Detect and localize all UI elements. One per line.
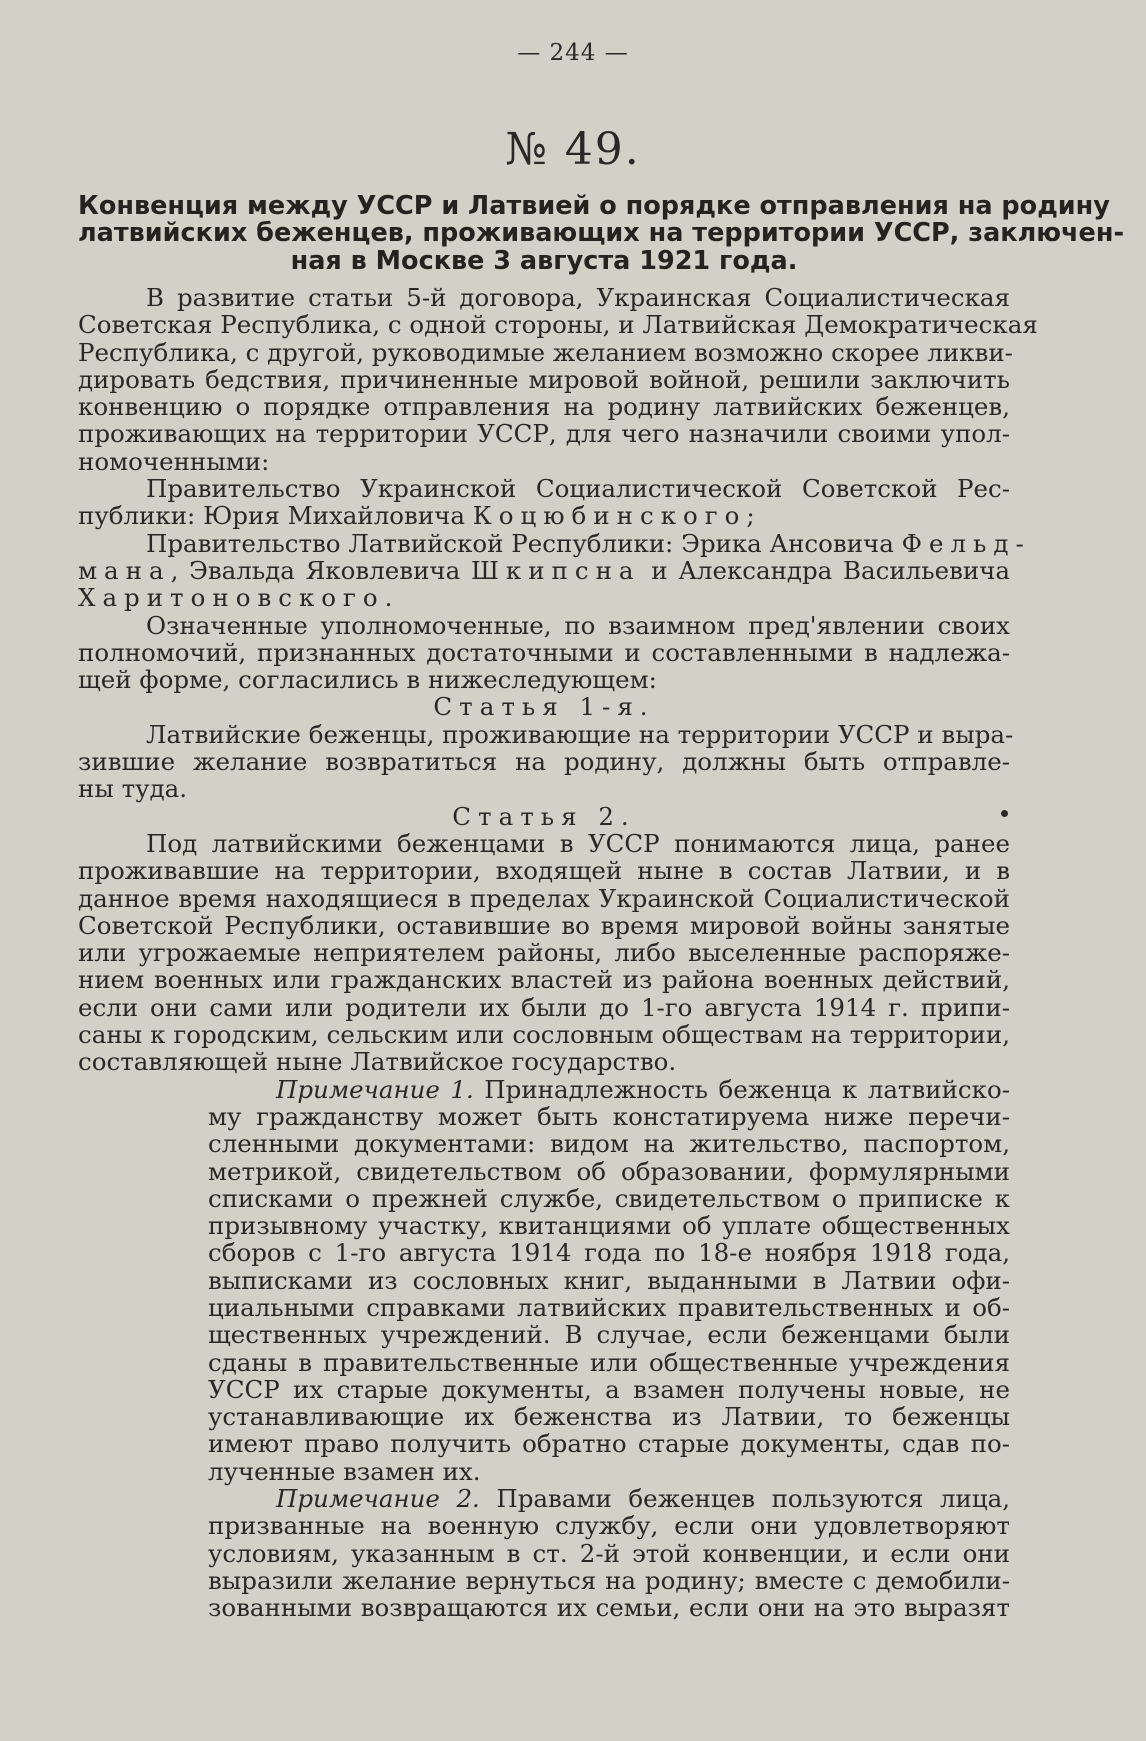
note-2-line: призванные на военную службу, если они удовлетворяют: [208, 1511, 1010, 1541]
article-1-line: ны туда.: [78, 774, 188, 804]
lat-plenipotentiary-line: [78, 557, 1010, 584]
note-1-line: метрикой, свидетельством об образовании, формулярными: [208, 1156, 1010, 1186]
preamble-line: конвенцию о порядке отправления на родину латвийских беженцев,: [78, 392, 1010, 422]
preamble-line: проживающих на территории УССР, для чего назначили своими упол-: [78, 419, 1010, 449]
title-line: Конвенция между УССР и Латвией о порядке отправления на родину: [78, 191, 1110, 221]
article-2-line: данное время находящиеся в пределах Украинской Социалистической: [78, 883, 1010, 913]
article-2-line: Советской Республики, оставившие во время мировой войны занятые: [78, 910, 1010, 940]
note-1-line: устанавливающие их беженства из Латвии, то беженцы: [208, 1402, 1010, 1432]
person-name: Шкипсна: [470, 555, 641, 585]
lat-plenipotentiary-line: [78, 528, 1031, 558]
note-1-line: имеют право получить обратно старые документы, сдав по-: [208, 1429, 1010, 1459]
title-line: ная в Москве 3 августа 1921 года.: [290, 245, 798, 276]
text-fragment: .: [384, 583, 393, 613]
article-2-line: нием военных или гражданских властей из района военных действий,: [78, 965, 1010, 995]
article-1-heading: Статья 1-я.: [433, 692, 655, 722]
note-1-line: сленными документами: видом на жительство, паспортом,: [208, 1129, 1010, 1159]
preamble-line: дировать бедствия, причиненные мировой войной, решили заключить: [78, 364, 1010, 394]
note-1-line: сданы в правительственные или общественные учреждения: [208, 1347, 1010, 1377]
ink-dot: [1001, 810, 1008, 817]
page-number: — 244 —: [517, 40, 629, 66]
note-1-line: [78, 1076, 1010, 1103]
lat-plenipotentiary-line: [78, 584, 1010, 611]
person-name: Фельд-: [901, 528, 1031, 558]
note-1-line: выписками из сословных книг, выданными в Латвии офи-: [208, 1265, 1010, 1295]
article-2-heading: Статья 2.: [452, 801, 636, 831]
preamble-line: Советская Республика, с одной стороны, и Латвийская Демократическая: [78, 310, 1038, 340]
note-1-line: щественных учреждений. В случае, если беженцами были: [208, 1320, 1010, 1350]
preamble-line: В развитие статьи 5-й договора, Украинская Социалистическая: [146, 283, 1010, 312]
article-2-line: саны к городским, сельским или сословным обществам на территории,: [78, 1020, 1010, 1050]
person-name: мана: [78, 555, 171, 585]
note-1-line: му гражданству может быть констатируема ниже перечи-: [208, 1101, 1010, 1131]
note-1-line: призывному участку, квитанциями об уплате общественных: [208, 1211, 1010, 1241]
document-body: [78, 283, 1038, 1623]
text-fragment: ;: [746, 501, 755, 531]
document-number: № 49.: [505, 124, 641, 175]
person-name: Харитоновского: [78, 583, 385, 613]
note-1-line: сборов с 1-го августа 1914 года по 18-е ноября 1918 года,: [208, 1238, 1010, 1268]
agreement-line: Означенные уполномоченные, по взаимном пред'явлении своих: [146, 610, 1010, 640]
text-fragment: и Александра Васильевича: [640, 555, 1010, 585]
article-1-line: зившие желание возвратиться на родину, должны быть отправле-: [78, 747, 1010, 777]
ukr-plenipotentiary-line: Правительство Украинской Социалистической Советской Рес-: [146, 474, 1010, 504]
text-fragment: публики: Юрия Михайловича: [78, 501, 473, 531]
article-2-line: или угрожаемые неприятелем районы, либо выселенные распоряже-: [78, 938, 1010, 968]
article-2-line: Под латвийскими беженцами в УССР понимаются лица, ранее: [146, 828, 1010, 858]
note-2-line: выразили желание вернуться на родину; вместе с демобили-: [208, 1565, 1010, 1595]
ukr-plenipotentiary-line: [78, 502, 1010, 529]
text-fragment: Принадлежность беженца к латвийско-: [473, 1074, 1010, 1104]
note-2-line: зованными возвращаются их семьи, если они на это выразят: [208, 1593, 1010, 1623]
text-fragment: Правами беженцев пользуются лица,: [479, 1484, 1010, 1514]
note-2-line: условиям, указанным в ст. 2-й этой конвенции, и если они: [208, 1538, 1010, 1568]
note-1-label: Примечание 1.: [276, 1074, 474, 1104]
note-1-line: лученные взамен их.: [208, 1456, 481, 1486]
note-1-line: УССР их старые документы, а взамен получены новые, не: [208, 1374, 1010, 1404]
document-title: [78, 191, 1125, 276]
agreement-line: щей форме, согласились в нижеследующем:: [78, 665, 657, 695]
agreement-line: полномочий, признанных достаточными и составленными в надлежа-: [78, 637, 1010, 667]
preamble-line: Республика, с другой, руководимые желанием возможно скорее ликви-: [78, 337, 1013, 367]
title-line: латвийских беженцев, проживающих на территории УССР, заключен-: [78, 218, 1125, 249]
note-2-line: [78, 1485, 1010, 1512]
note-1-line: списками о прежней службе, свидетельством о приписке к: [208, 1183, 1010, 1213]
note-1-line: циальными справками латвийских правительственных и об-: [208, 1292, 1010, 1322]
text-fragment: , Эвальда Яковлевича: [170, 555, 471, 585]
article-2-line: составляющей ныне Латвийское государство.: [78, 1047, 677, 1077]
article-2-line: если они сами или родители их были до 1-го августа 1914 г. припи-: [78, 992, 1010, 1022]
article-1-line: Латвийские беженцы, проживающие на территории УССР и выра-: [146, 719, 1014, 749]
person-name: Коцюбинского: [472, 501, 747, 531]
article-2-line: проживавшие на территории, входящей ныне в состав Латвии, и в: [78, 856, 1010, 886]
text-fragment: Правительство Латвийской Республики: Эрика Ансовича: [146, 528, 902, 558]
note-2-label: Примечание 2.: [276, 1484, 480, 1514]
preamble-line: номоченными:: [78, 446, 270, 476]
